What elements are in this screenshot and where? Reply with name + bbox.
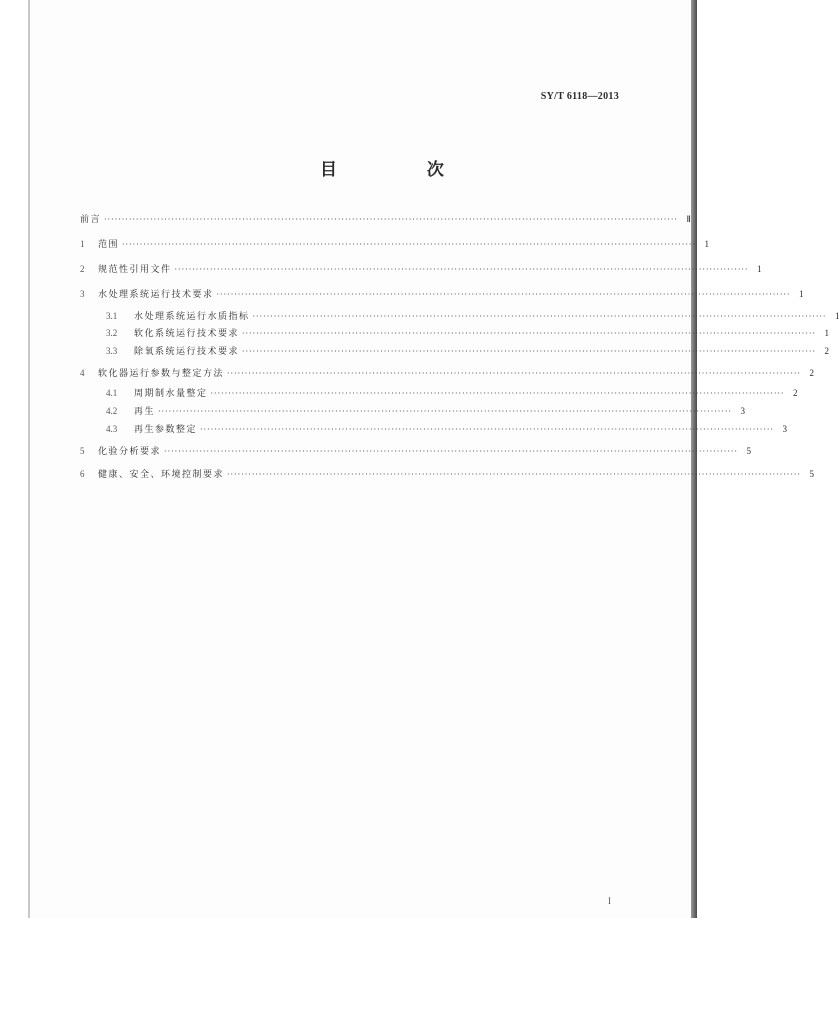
toc-leader-dots: ·································································································································································· — [216, 290, 791, 299]
toc-entry-5[interactable] — [80, 444, 751, 458]
toc-entry-foreword[interactable] — [80, 212, 691, 226]
toc-entry-title: 水处理系统运行水质指标 — [134, 312, 250, 322]
toc-entry-number: 5 — [80, 446, 85, 456]
toc-leader-dots: ·································································································································································· — [210, 389, 785, 398]
toc-leader-dots: ·································································································································································· — [227, 470, 801, 479]
toc-entry-title: 除氧系统运行技术要求 — [134, 347, 240, 357]
toc-entry-page: 2 — [809, 368, 814, 378]
page-binding-edge — [691, 0, 697, 918]
toc-entry-page: 5 — [746, 446, 751, 456]
toc-entry-title: 健康、安全、环境控制要求 — [98, 470, 225, 480]
toc-entry-number: 3.3 — [106, 346, 118, 356]
toc-entry-number: 4.1 — [106, 388, 118, 398]
toc-entry-number: 3.1 — [106, 311, 118, 321]
toc-entry-page: 1 — [798, 289, 804, 299]
toc-entry-1[interactable] — [80, 237, 709, 251]
toc-entry-title: 软化系统运行技术要求 — [134, 329, 240, 339]
toc-entry-page: 3 — [740, 406, 745, 416]
toc-entry-6[interactable] — [80, 467, 814, 481]
toc-entry-3-3[interactable] — [80, 344, 829, 358]
toc-entry-4-3[interactable] — [80, 422, 787, 436]
toc-entry-number: 6 — [80, 469, 85, 479]
toc-entry-title: 软化器运行参数与整定方法 — [98, 369, 225, 379]
toc-entry-page: 1 — [834, 311, 839, 321]
toc-entry-page: 1 — [824, 328, 829, 338]
toc-entry-page: 1 — [704, 239, 709, 249]
toc-entry-3-2[interactable] — [80, 326, 829, 340]
toc-entry-title: 化验分析要求 — [98, 447, 162, 457]
toc-entry-page: 3 — [782, 424, 787, 434]
toc-entry-2[interactable] — [80, 262, 762, 276]
toc-entry-title: 范围 — [98, 240, 120, 250]
toc-entry-4[interactable] — [80, 366, 814, 380]
page-left-edge — [28, 0, 30, 918]
toc-entry-4-1[interactable] — [80, 386, 798, 400]
toc-entry-number: 4 — [80, 368, 85, 378]
toc-entry-page: 2 — [824, 346, 829, 356]
toc-entry-number: 2 — [80, 264, 85, 274]
toc-entry-page: 1 — [756, 264, 762, 274]
toc-leader-dots: ·································································································································································· — [227, 369, 801, 378]
toc-entry-number: 4.3 — [106, 424, 118, 434]
toc-entry-title: 再生参数整定 — [134, 425, 198, 435]
toc-entry-page: Ⅱ — [686, 214, 691, 224]
toc-entry-number: 4.2 — [106, 406, 118, 416]
toc-entry-title: 水处理系统运行技术要求 — [98, 290, 214, 300]
toc-entry-title: 再生 — [134, 407, 156, 417]
toc-title: 目 次 — [320, 160, 486, 180]
page-number: I — [608, 896, 611, 906]
toc-leader-dots: ·································································································································································· — [122, 240, 696, 249]
toc-entry-page: 5 — [809, 469, 814, 479]
document-page — [28, 0, 693, 918]
toc-entry-number: 3 — [80, 289, 85, 299]
toc-leader-dots: ·································································································································································· — [164, 447, 738, 456]
toc-leader-dots: ·································································································································································· — [252, 312, 827, 321]
toc-entry-4-2[interactable] — [80, 404, 745, 418]
toc-entry-page: 2 — [792, 388, 798, 398]
toc-entry-3-1[interactable] — [80, 309, 839, 323]
document-code: SY/T 6118—2013 — [540, 91, 619, 102]
toc-entry-title: 规范性引用文件 — [98, 265, 172, 275]
toc-leader-dots: ·································································································································································· — [104, 215, 678, 224]
toc-leader-dots: ·································································································································································· — [242, 329, 816, 338]
toc-leader-dots: ·································································································································································· — [158, 407, 732, 416]
toc-entry-3[interactable] — [80, 287, 804, 301]
toc-leader-dots: ·································································································································································· — [242, 347, 816, 356]
toc-entry-number: 1 — [80, 239, 85, 249]
toc-entry-number: 3.2 — [106, 328, 118, 338]
toc-leader-dots: ·································································································································································· — [200, 425, 774, 434]
toc-entry-title: 前言 — [80, 215, 102, 225]
toc-entry-title: 周期制水量整定 — [134, 389, 208, 399]
toc-leader-dots: ·································································································································································· — [174, 265, 749, 274]
